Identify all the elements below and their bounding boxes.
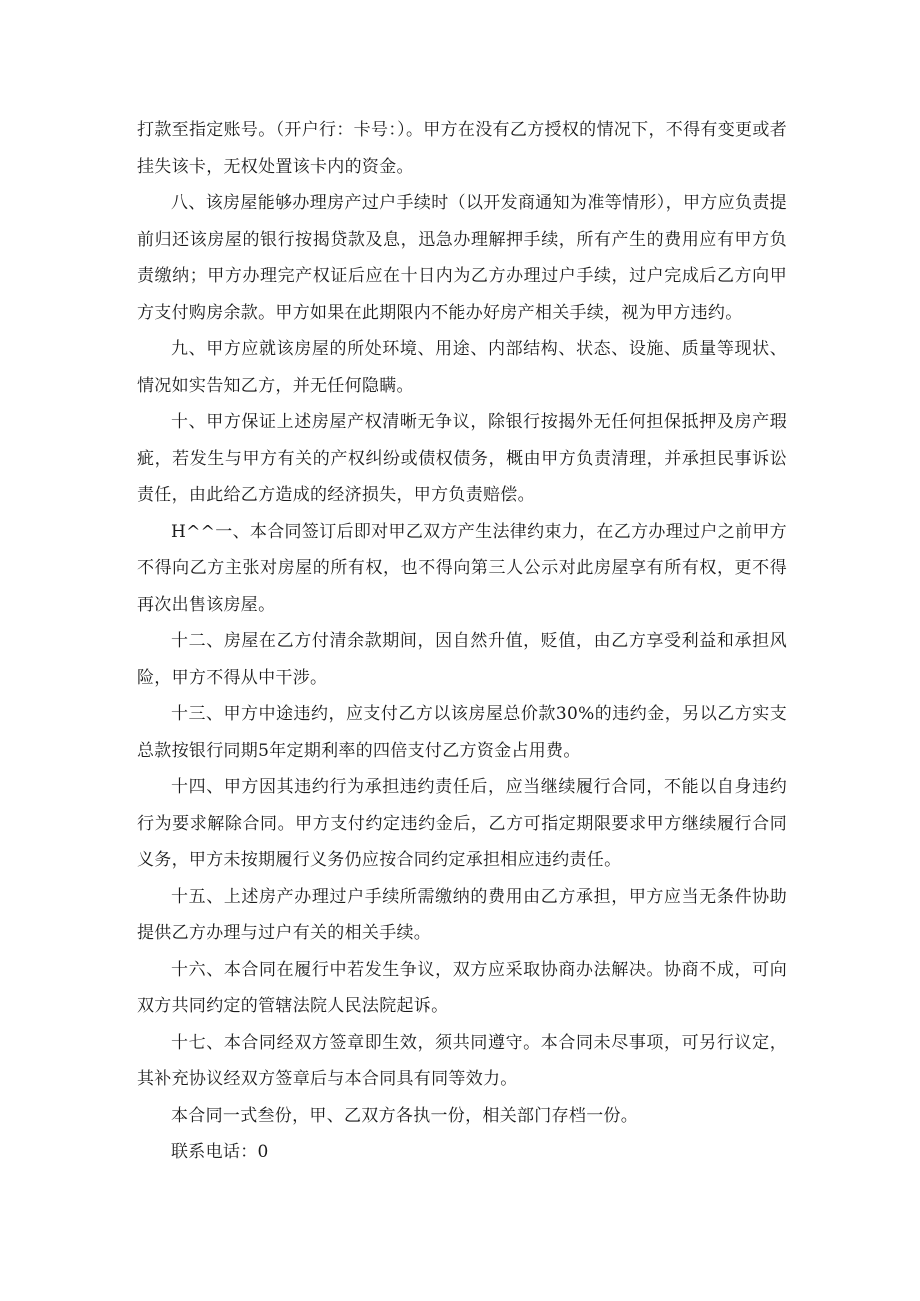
paragraph-copies: 本合同一式叁份，甲、乙双方各执一份，相关部门存档一份。 <box>171 1105 639 1126</box>
paragraph-article-17: 十七、本合同经双方签章即生效，须共同遵守。本合同未尽事项，可另行议定，其补充协议经双方签章后与本合同具有同等效力。 <box>137 1032 787 1089</box>
paragraph-contact-phone: 联系电话：0 <box>171 1142 269 1162</box>
paragraph-article-16: 十六、本合同在履行中若发生争议，双方应采取协商办法解决。协商不成，可向双方共同约定的管辖法院人民法院起诉。 <box>137 959 787 1016</box>
paragraph-article-10: 十、甲方保证上述房屋产权清晰无争议，除银行按揭外无任何担保抵押及房产瑕疵，若发生与甲方有关的产权纠纷或债权债务，概由甲方负责清理，并承担民事诉讼责任，由此给乙方造成的经济损失，甲方负责赔偿。 <box>137 412 787 505</box>
paragraph-account-clause: 打款至指定账号。（开户行：卡号：）。甲方在没有乙方授权的情况下，不得有变更或者挂失该卡，无权处置该卡内的资金。 <box>137 120 787 177</box>
paragraph-article-9: 九、甲方应就该房屋的所处环境、用途、内部结构、状态、设施、质量等现状、情况如实告知乙方，并无任何隐瞒。 <box>137 339 787 396</box>
paragraph-article-8: 八、该房屋能够办理房产过户手续时（以开发商通知为准等情形），甲方应负责提前归还该房屋的银行按揭贷款及息，迅急办理解押手续，所有产生的费用应有甲方负责缴纳；甲方办理完产权证后应在十日内为乙方办理过户手续，过户完成后乙方向甲方支付购房余款。甲方如果在此期限内不能办好房产相关手续，视为甲方违约。 <box>137 193 787 323</box>
paragraph-article-15: 十五、上述房产办理过户手续所需缴纳的费用由乙方承担，甲方应当无条件协助提供乙方办理与过户有关的相关手续。 <box>137 886 787 943</box>
paragraph-article-12: 十二、房屋在乙方付清余款期间，因自然升值，贬值，由乙方享受利益和承担风险，甲方不得从中干涉。 <box>137 631 787 688</box>
paragraph-article-11: H^^一、本合同签订后即对甲乙双方产生法律约束力，在乙方办理过户之前甲方不得向乙方主张对房屋的所有权，也不得向第三人公示对此房屋享有所有权，更不得再次出售该房屋。 <box>137 521 787 615</box>
paragraph-article-14: 十四、甲方因其违约行为承担违约责任后，应当继续履行合同，不能以自身违约行为要求解除合同。甲方支付约定违约金后，乙方可指定期限要求甲方继续履行合同义务，甲方未按期履行义务仍应按合同约定承担相应违约责任。 <box>137 777 787 870</box>
paragraph-article-13: 十三、甲方中途违约，应支付乙方以该房屋总价款30%的违约金，另以乙方实支总款按银行同期5年定期利率的四倍支付乙方资金占用费。 <box>137 704 787 761</box>
document-body <box>137 112 787 1171</box>
